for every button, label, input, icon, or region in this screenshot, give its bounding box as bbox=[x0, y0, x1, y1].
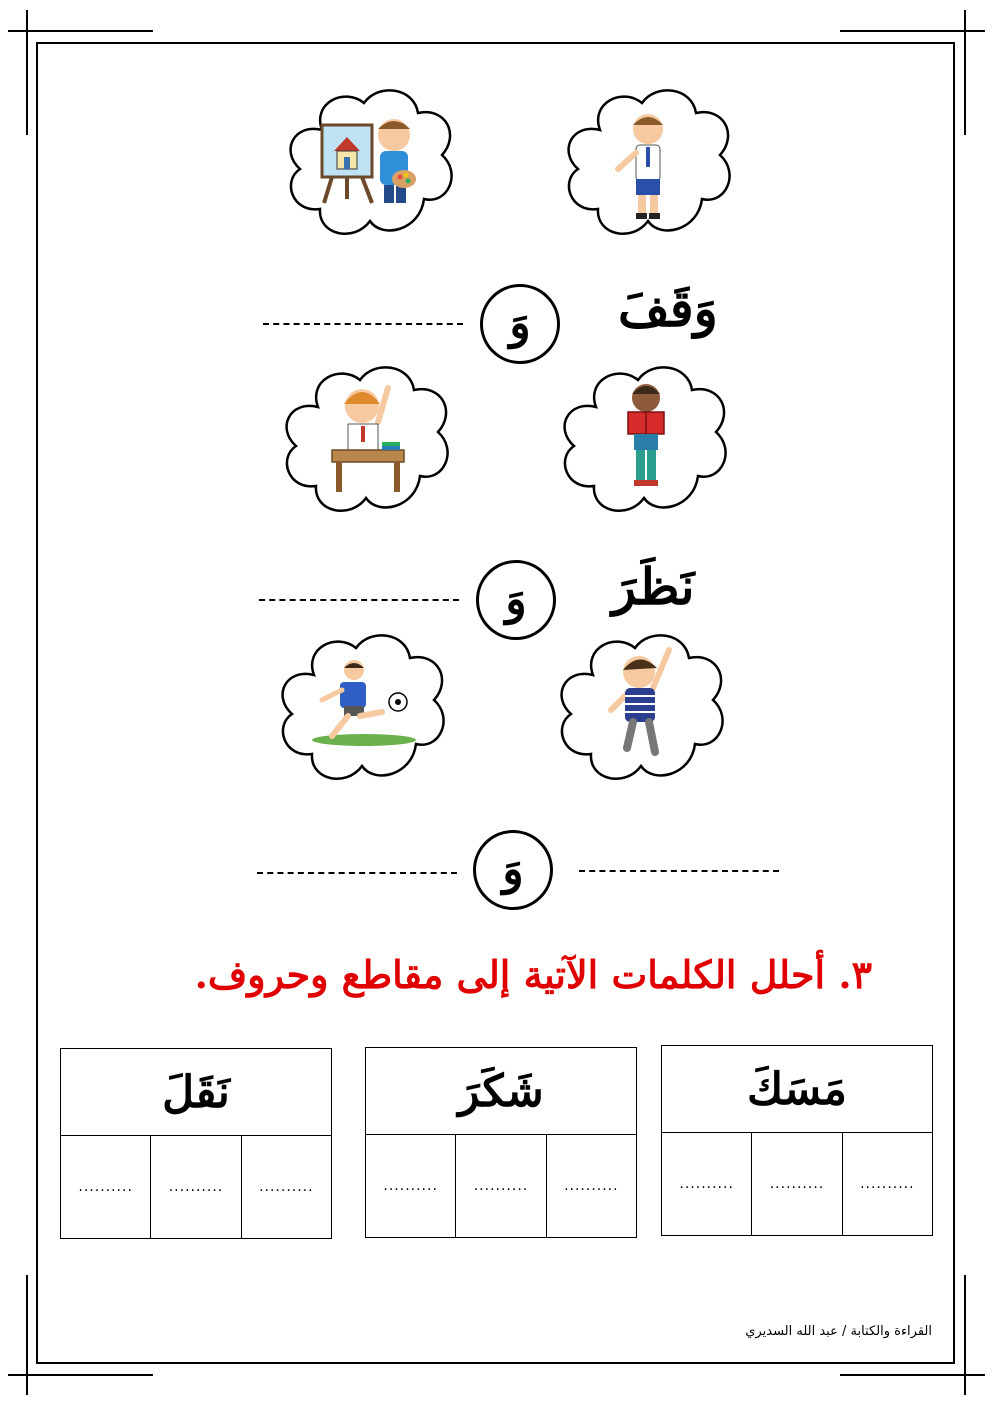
row3-answer-line-right[interactable] bbox=[579, 870, 779, 872]
syllable-cell[interactable]: .......... bbox=[383, 1178, 438, 1194]
desk-boy-cloud bbox=[278, 362, 456, 520]
syllable-cell[interactable]: .......... bbox=[751, 1133, 841, 1235]
page-footer: القراءة والكتابة / عبد الله السديري bbox=[745, 1324, 932, 1339]
row3-circle-letter: وَ bbox=[473, 830, 553, 910]
syllable-cell[interactable]: .......... bbox=[78, 1179, 133, 1195]
row2-word: نَظَرَ bbox=[612, 557, 695, 616]
row3-answer-line-left[interactable] bbox=[257, 872, 457, 874]
word-box-shakar-word: شَكَرَ bbox=[366, 1048, 636, 1135]
corner-mark-bottom-left-h bbox=[8, 1374, 153, 1376]
section-3-title: ٣. أحلل الكلمات الآتية إلى مقاطع وحروف. bbox=[194, 952, 872, 997]
syllable-cell[interactable]: .......... bbox=[455, 1135, 545, 1237]
word-box-naqal-word: نَقَلَ bbox=[61, 1049, 331, 1136]
jumping-boy-cloud bbox=[553, 630, 731, 788]
row2-answer-line[interactable] bbox=[259, 599, 459, 601]
standing-boy-cloud bbox=[560, 85, 738, 243]
reading-boy-cloud bbox=[556, 362, 734, 520]
syllable-cell[interactable]: .......... bbox=[241, 1136, 331, 1238]
word-box-masak bbox=[661, 1045, 933, 1236]
syllable-cell[interactable]: .......... bbox=[679, 1176, 734, 1192]
syllable-cell[interactable]: .......... bbox=[842, 1133, 932, 1235]
word-box-shakar bbox=[365, 1047, 637, 1238]
painting-boy-cloud bbox=[282, 85, 460, 243]
football-boy-cloud bbox=[274, 630, 452, 788]
corner-mark-bottom-right-v bbox=[964, 1275, 966, 1395]
corner-mark-bottom-left-v bbox=[26, 1275, 28, 1395]
syllable-cell[interactable]: .......... bbox=[150, 1136, 240, 1238]
corner-mark-top-left-h bbox=[8, 30, 153, 32]
word-box-masak-word: مَسَكَ bbox=[662, 1046, 932, 1133]
row1-word: وَقَفَ bbox=[618, 279, 718, 338]
row1-answer-line[interactable] bbox=[263, 323, 463, 325]
row1-circle-letter: وَ bbox=[480, 284, 560, 364]
word-box-naqal bbox=[60, 1048, 332, 1239]
corner-mark-top-right-v bbox=[964, 10, 966, 135]
syllable-cell[interactable]: .......... bbox=[546, 1135, 636, 1237]
corner-mark-top-left-v bbox=[26, 10, 28, 135]
row2-circle-letter: وَ bbox=[476, 560, 556, 640]
